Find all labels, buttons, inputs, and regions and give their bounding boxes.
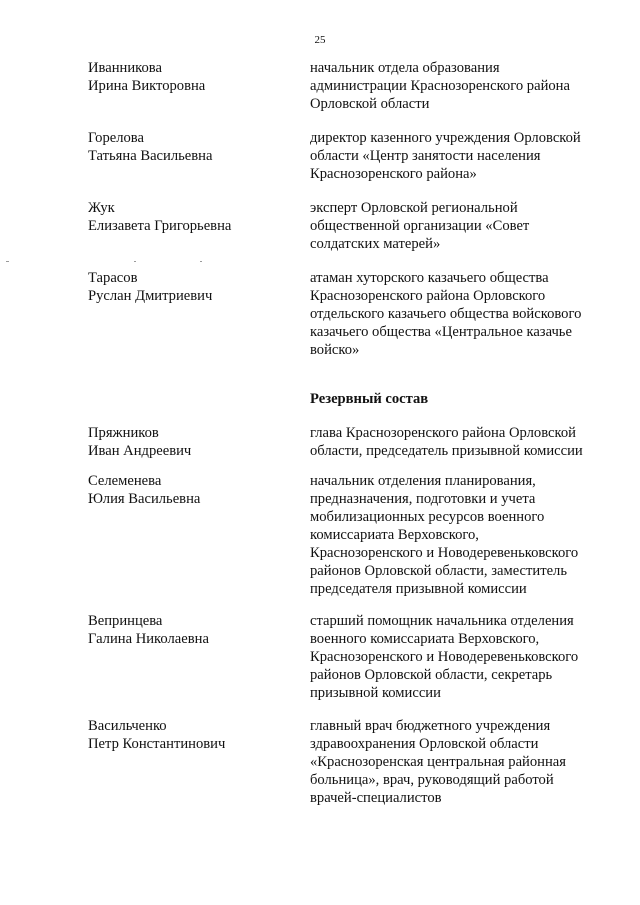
member-position-line: «Краснозоренская центральная районная bbox=[310, 754, 566, 770]
member-position-line: солдатских матерей» bbox=[310, 236, 441, 252]
member-given-names: Елизавета Григорьевна bbox=[88, 218, 232, 234]
member-position-line: войско» bbox=[310, 342, 360, 358]
member-position-line: начальник отдела образования bbox=[310, 60, 500, 76]
member-position-line: Орловской области bbox=[310, 96, 430, 112]
member-position-line: военного комиссариата Верховского, bbox=[310, 631, 540, 647]
member-position-line: Краснозоренского и Новодеревеньковского bbox=[310, 545, 579, 561]
member-position-line: Краснозоренского района» bbox=[310, 166, 477, 182]
member-position-line: врачей-специалистов bbox=[310, 790, 442, 806]
member-given-names: Петр Константинович bbox=[88, 736, 226, 752]
member-position-line: директор казенного учреждения Орловской bbox=[310, 130, 581, 146]
member-position-line: комиссариата Верховского, bbox=[310, 527, 479, 543]
member-position-line: администрации Краснозоренского района bbox=[310, 78, 570, 94]
member-surname: Вепринцева bbox=[88, 613, 163, 629]
member-position-line: эксперт Орловской региональной bbox=[310, 200, 518, 216]
member-position-line: здравоохранения Орловской области bbox=[310, 736, 539, 752]
member-position-line: отдельского казачьего общества войскового bbox=[310, 306, 582, 322]
member-given-names: Иван Андреевич bbox=[88, 443, 192, 459]
member-surname: Горелова bbox=[88, 130, 144, 146]
member-position-line: Краснозоренского района Орловского bbox=[310, 288, 546, 304]
member-position-line: глава Краснозоренского района Орловской bbox=[310, 425, 576, 441]
member-surname: Тарасов bbox=[88, 270, 138, 286]
member-position-line: районов Орловской области, заместитель bbox=[310, 563, 567, 579]
member-given-names: Руслан Дмитриевич bbox=[88, 288, 213, 304]
scan-artifact bbox=[200, 261, 202, 262]
member-surname: Васильченко bbox=[88, 718, 167, 734]
member-position-line: главный врач бюджетного учреждения bbox=[310, 718, 551, 734]
member-surname: Жук bbox=[88, 200, 115, 216]
member-position-line: атаман хуторского казачьего общества bbox=[310, 270, 549, 286]
member-position-line: старший помощник начальника отделения bbox=[310, 613, 574, 629]
page-number: 25 bbox=[314, 34, 326, 46]
member-surname: Иванникова bbox=[88, 60, 162, 76]
member-position-line: больница», врач, руководящий работой bbox=[310, 772, 554, 788]
member-position-line: области «Центр занятости населения bbox=[310, 148, 541, 164]
member-given-names: Галина Николаевна bbox=[88, 631, 209, 647]
reserve-section-heading: Резервный состав bbox=[310, 391, 429, 407]
member-surname: Пряжников bbox=[88, 425, 159, 441]
member-position-line: районов Орловской области, секретарь bbox=[310, 667, 553, 683]
scan-artifact bbox=[134, 261, 136, 262]
scan-artifact bbox=[6, 261, 9, 262]
member-position-line: общественной организации «Совет bbox=[310, 218, 530, 234]
member-given-names: Юлия Васильевна bbox=[88, 491, 201, 507]
member-given-names: Татьяна Васильевна bbox=[88, 148, 213, 164]
member-position-line: начальник отделения планирования, bbox=[310, 473, 536, 489]
member-position-line: предназначения, подготовки и учета bbox=[310, 491, 536, 507]
member-position-line: призывной комиссии bbox=[310, 685, 441, 701]
member-surname: Селеменева bbox=[88, 473, 162, 489]
member-position-line: председателя призывной комиссии bbox=[310, 581, 527, 597]
member-position-line: мобилизационных ресурсов военного bbox=[310, 509, 545, 525]
member-position-line: области, председатель призывной комиссии bbox=[310, 443, 583, 459]
member-position-line: казачьего общества «Центральное казачье bbox=[310, 324, 572, 340]
member-position-line: Краснозоренского и Новодеревеньковского bbox=[310, 649, 579, 665]
member-given-names: Ирина Викторовна bbox=[88, 78, 206, 94]
